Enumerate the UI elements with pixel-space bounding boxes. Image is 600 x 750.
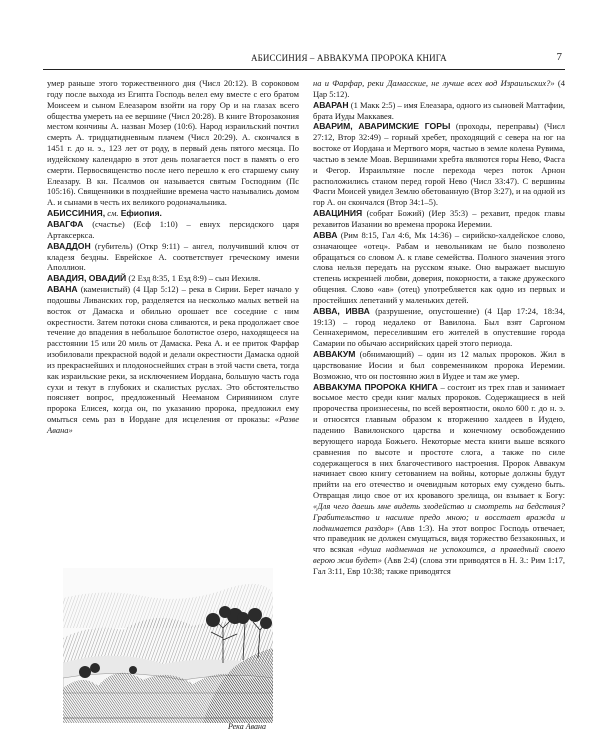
- entry-avana: АВАНА (каменистый) (4 Цар 5:12) – река в Сирии. Берет начало у подошвы Ливанских гор, разделяется на несколько малых ветвей на восток от Дамаска и обильно орошает все соседние с ним окрестности. Затем потоки снова сливаются, и река продолжает свое течение до впадения в небольшое болотистое озеро, находящееся на расстоянии 15 или 20 миль от Дамаска. Река А. и ее приток Фарфар изобиловали прекрасной водой и делали окрестности Дамаска одной из прекраснейших и плодоноснейших стран в этой части света, тогда как израильские реки, за исключением Иордана, большую часть года сухи и текут в глубоких и скалистых руслах. Это обстоятельство поясняет вопрос, предложенный Нееманом Сириянином слуге пророка Елисея, когда он, по указанию пророка, предложил ему омыться семь раз в Иордане для исцеления от проказы: «Разве Авана»: [47, 284, 300, 435]
- left-column: [47, 78, 299, 436]
- quote: «Разве Авана»: [47, 414, 300, 435]
- headword: АВАРАН: [313, 99, 349, 110]
- quote: «душа надменная не успокоится, а праведный своею верою жив будет»: [313, 544, 565, 566]
- page-number: 7: [556, 51, 562, 63]
- headword: АВВА, ИВВА: [313, 305, 370, 316]
- headword: АВАЦИНИЯ: [313, 208, 363, 219]
- entry-aaron-continued: умер раньше этого торжественного дня (Числ 20:12). В сороковом году после выхода из Египта Господь велел ему вместе с его братом Моисеем и сыном Елеазаром взойти на гору Ор и на глазах всего общества умереть на ее вершине (Числ 20:28). В книге Второзакония местом кончины А. назван Мозер (10:6). Народ израильский почтил смерть А. тридцатидневным плачем (Числ 20:29). А. скончался в 1451 г. до н. э., 123 лет от роду, в первый день пятого месяца. По иудейскому календарю в этот день полагается пост в память о его смерти. Первосвященство после него перешло к его старшему сыну Елеазару. В кн. Псалмов он называется святым Господним (Пс 105:16). Священники в позднейшие времена часто назывались домом А. и сынами в честь их великого родоначальника.: [47, 78, 299, 208]
- entry-avatsiniya: АВАЦИНИЯ (собрат Божий) (Иер 35:3) – рехавит, предок главы рехавитов Иазании во времена пророка Иеремии.: [313, 208, 566, 229]
- entry-avarim: АВАРИМ, АВАРИМСКИЕ ГОРЫ (проходы, переправы) (Числ 27:12, Втор 32:49) – горный хребет, проходящий с севера на юг на востоке от Иордана и Мертвого моря, частью в земле колена Рувима, частью в земле Моав. Вершинами хребта являются горы Нево, Фасга и Фегор. Израильтяне после перехода через поток Арнон расположились станом перед горой Нево (Числ 33:47). С вершины Фасги Моисей увидел Землю обетованную (Втор 3:27), и на одной из гор А. он скончался (Втор 34:1–5).: [313, 121, 565, 208]
- cross-reference: Ефиопия.: [120, 208, 162, 219]
- headword: АВАРИМ, АВАРИМСКИЕ ГОРЫ: [313, 121, 451, 132]
- entry-avvakum: АВВАКУМ (обнимающий) – один из 12 малых пророков. Жил в царствование Иосии и был современником пророка Иеремии. Возможно, что он постоянно жил в Иудее и там же умер.: [313, 349, 565, 381]
- entry-avva: АВВА (Рим 8:15, Гал 4:6, Мк 14:36) – сирийско-халдейское слово, означающее «отец». Рабам и невольникам не было позволено обращаться со словом А. к главе семейства. Полного значения этого слова нельзя передать на русском языке. Оно выражает высшую степень искренней любви, доверия, покорности, а также дружеского общения. Слово «ав» (отец) употребляется как одно из первых и простейших лепетаний у маленьких детей.: [313, 229, 565, 305]
- figure-caption: Река Авана: [228, 722, 266, 731]
- entry-avadiya: АВАДИЯ, ОВАДИЙ (2 Езд 8:35, 1 Езд 8:9) – сын Иехиля.: [47, 273, 261, 284]
- headword: АБИССИНИЯ,: [47, 208, 106, 219]
- headword: АВАГФА: [47, 218, 84, 229]
- headword: АВАНА: [47, 284, 78, 295]
- entry-abyssinia: АБИССИНИЯ, см. Ефиопия.: [47, 208, 162, 219]
- river-avana-engraving: [63, 568, 273, 723]
- entry-avagfa: АВАГФА (счастье) (Есф 1:10) – евнух персидского царя Артаксеркса.: [47, 218, 300, 240]
- entry-avvakum-book: АВВАКУМА ПРОРОКА КНИГА – состоит из трех глав и занимает восьмое место среди книг малых пророков. Содержащиеся в ней пророчества произнесены, по всей вероятности, около 600 г. до н. э. и относятся главным образом к вторжению халдеев в Иудею, падению Вавилонского царства и конечному освобождению верующего народа Божьего. Некоторые места книги выше всякого сравнения по высоте и простоте слога, а также по силе содержащегося в них благочестивого настроения. Пророк Аввакум начинает свою книгу сетованием на войны, которые должны будут прийти на его отечество и очевидным которых ему суждено быть. Отвращая лицо свое от их кровавого зрелища, он взывает к Богу: «Для чего даешь мне видеть злодейство и смотреть на бедствия? Грабительство и насилие предо мною; и восстает вражда и поднимается раздор» (Авв 1:3). На этот вопрос Господь отвечает, что праведник не должен смущаться, видя торжество беззаконных, и что всякая «душа надменная не успокоится, а праведный своею верою жив будет» (Авв 2:4) (слова эти приводятся в Н. З.: Рим 1:17, Гал 3:11, Евр 10:38; также приводятся: [313, 381, 566, 576]
- running-header: [43, 51, 565, 70]
- right-column: [313, 78, 565, 577]
- entry-avva-ivva: АВВА, ИВВА (разрушение, опустошение) (4 Цар 17:24, 18:34, 19:13) – город недалеко от Вавилона. Был взят Саргоном Сеннахеримом, переселившим его жителей в опустевшие города Самарии по обычаю ассирийских царей этого периода.: [313, 305, 566, 349]
- entry-avaran: АВАРАН (1 Макк 2:5) – имя Елеазара, одного из сыновей Маттафии, брата Иуды Маккавея.: [313, 99, 566, 121]
- entry-avaddon: АВАДДОН (губитель) (Откр 9:11) – ангел, получивший ключ от кладезя бездны. Еврейское А. соответствует греческому имени Аполлион.: [47, 240, 299, 273]
- headword: АВВАКУМА ПРОРОКА КНИГА: [313, 381, 438, 392]
- running-header-title: АБИССИНИЯ – АВВАКУМА ПРОРОКА КНИГА: [251, 53, 447, 63]
- headword: АВВАКУМ: [313, 349, 356, 360]
- quote-continuation: на и Фарфар, реки Дамасские, не лучше всех вод Израильских?» (4 Цар 5:12).: [313, 78, 565, 99]
- quote: «Для чего даешь мне видеть злодейство и смотреть на бедствия? Грабительство и насилие предо мною; и восстает вражда и поднимается раздор»: [313, 500, 565, 533]
- headword: АВАДИЯ, ОВАДИЙ: [47, 273, 127, 284]
- headword: АВАДДОН: [47, 240, 91, 251]
- headword: АВВА: [313, 229, 338, 240]
